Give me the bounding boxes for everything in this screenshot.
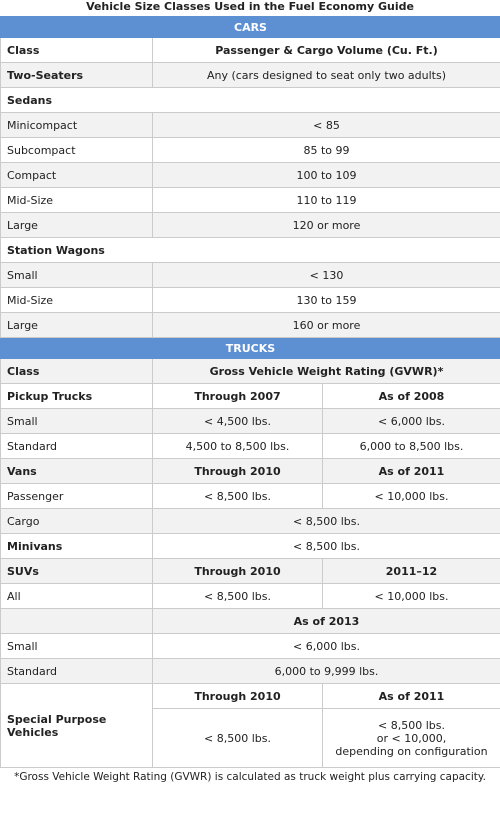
table-row — [1, 659, 500, 684]
cars-section-header — [1, 17, 500, 38]
row-value: < 8,500 lbs. — [153, 509, 500, 534]
group-label: SUVs — [1, 559, 153, 584]
row-value: < 130 — [153, 263, 500, 288]
row-value: 6,000 to 9,999 lbs. — [153, 659, 500, 684]
row-value: 120 or more — [153, 213, 500, 238]
row-label: Small — [1, 263, 153, 288]
row-value: < 6,000 lbs. — [153, 634, 500, 659]
table-row — [1, 113, 500, 138]
table-row — [1, 609, 500, 634]
row-label: Mid-Size — [1, 288, 153, 313]
row-label: All — [1, 584, 153, 609]
table-row — [1, 684, 500, 709]
column-header: Through 2007 — [153, 384, 323, 409]
cars-header: CARS — [1, 17, 500, 38]
class-label: Class — [1, 359, 153, 384]
row-label: Mid-Size — [1, 188, 153, 213]
row-label: Standard — [1, 434, 153, 459]
row-value: 110 to 119 — [153, 188, 500, 213]
row-value-line: or < 10,000, — [376, 731, 447, 745]
row-label: Two-Seaters — [1, 63, 153, 88]
row-value: 6,000 to 8,500 lbs. — [323, 434, 500, 459]
group-label: Vans — [1, 459, 153, 484]
table-row — [1, 163, 500, 188]
table-row — [1, 384, 500, 409]
row-label: Standard — [1, 659, 153, 684]
group-label: Sedans — [1, 88, 500, 113]
trucks-measure-label: Gross Vehicle Weight Rating (GVWR)* — [153, 359, 500, 384]
table-row — [1, 288, 500, 313]
empty-cell — [1, 609, 153, 634]
page-title: Vehicle Size Classes Used in the Fuel Economy Guide — [86, 0, 414, 13]
table-row — [1, 584, 500, 609]
row-value: < 85 — [153, 113, 500, 138]
table-row — [1, 484, 500, 509]
row-value: < 8,500 lbs. — [153, 584, 323, 609]
column-header: Through 2010 — [153, 559, 323, 584]
row-label: Compact — [1, 163, 153, 188]
column-header: As of 2013 — [153, 609, 500, 634]
column-header: As of 2011 — [323, 459, 500, 484]
row-value: < 4,500 lbs. — [153, 409, 323, 434]
column-header: As of 2011 — [323, 684, 500, 709]
row-value — [323, 709, 500, 768]
row-label: Subcompact — [1, 138, 153, 163]
table-row — [1, 88, 500, 113]
table-row — [1, 213, 500, 238]
row-value: 100 to 109 — [153, 163, 500, 188]
row-label: Large — [1, 213, 153, 238]
row-label: Minicompact — [1, 113, 153, 138]
column-header: Through 2010 — [153, 459, 323, 484]
row-label: Cargo — [1, 509, 153, 534]
table-row — [1, 634, 500, 659]
row-label: Small — [1, 634, 153, 659]
group-label: Station Wagons — [1, 238, 500, 263]
row-value: < 10,000 lbs. — [323, 484, 500, 509]
row-value-line: < 8,500 lbs. — [378, 718, 445, 732]
table-row — [1, 434, 500, 459]
table-row — [1, 63, 500, 88]
table-row — [1, 359, 500, 384]
row-label: Large — [1, 313, 153, 338]
row-value: < 8,500 lbs. — [153, 709, 323, 768]
row-value: < 8,500 lbs. — [153, 484, 323, 509]
row-value: 160 or more — [153, 313, 500, 338]
table-row — [1, 38, 500, 63]
table-row — [1, 459, 500, 484]
vehicle-size-table — [0, 16, 500, 768]
row-value: Any (cars designed to seat only two adults) — [153, 63, 500, 88]
group-label: Minivans — [1, 534, 153, 559]
table-row — [1, 534, 500, 559]
trucks-header: TRUCKS — [1, 338, 500, 359]
row-label: Small — [1, 409, 153, 434]
group-label: Special Purpose Vehicles — [1, 684, 153, 768]
trucks-section-header — [1, 338, 500, 359]
group-label: Pickup Trucks — [1, 384, 153, 409]
table-row — [1, 238, 500, 263]
cars-measure-label: Passenger & Cargo Volume (Cu. Ft.) — [153, 38, 500, 63]
row-value-line: depending on configuration — [335, 744, 488, 758]
column-header: 2011–12 — [323, 559, 500, 584]
class-label: Class — [1, 38, 153, 63]
table-row — [1, 409, 500, 434]
row-value: < 8,500 lbs. — [153, 534, 500, 559]
table-row — [1, 138, 500, 163]
row-label: Passenger — [1, 484, 153, 509]
row-value: 85 to 99 — [153, 138, 500, 163]
table-row — [1, 509, 500, 534]
row-value: 130 to 159 — [153, 288, 500, 313]
table-row — [1, 188, 500, 213]
table-row — [1, 313, 500, 338]
table-row — [1, 263, 500, 288]
row-value: 4,500 to 8,500 lbs. — [153, 434, 323, 459]
footnote: *Gross Vehicle Weight Rating (GVWR) is calculated as truck weight plus carrying capacity. — [14, 771, 486, 783]
row-value: < 6,000 lbs. — [323, 409, 500, 434]
row-value: < 10,000 lbs. — [323, 584, 500, 609]
column-header: Through 2010 — [153, 684, 323, 709]
column-header: As of 2008 — [323, 384, 500, 409]
table-row — [1, 559, 500, 584]
